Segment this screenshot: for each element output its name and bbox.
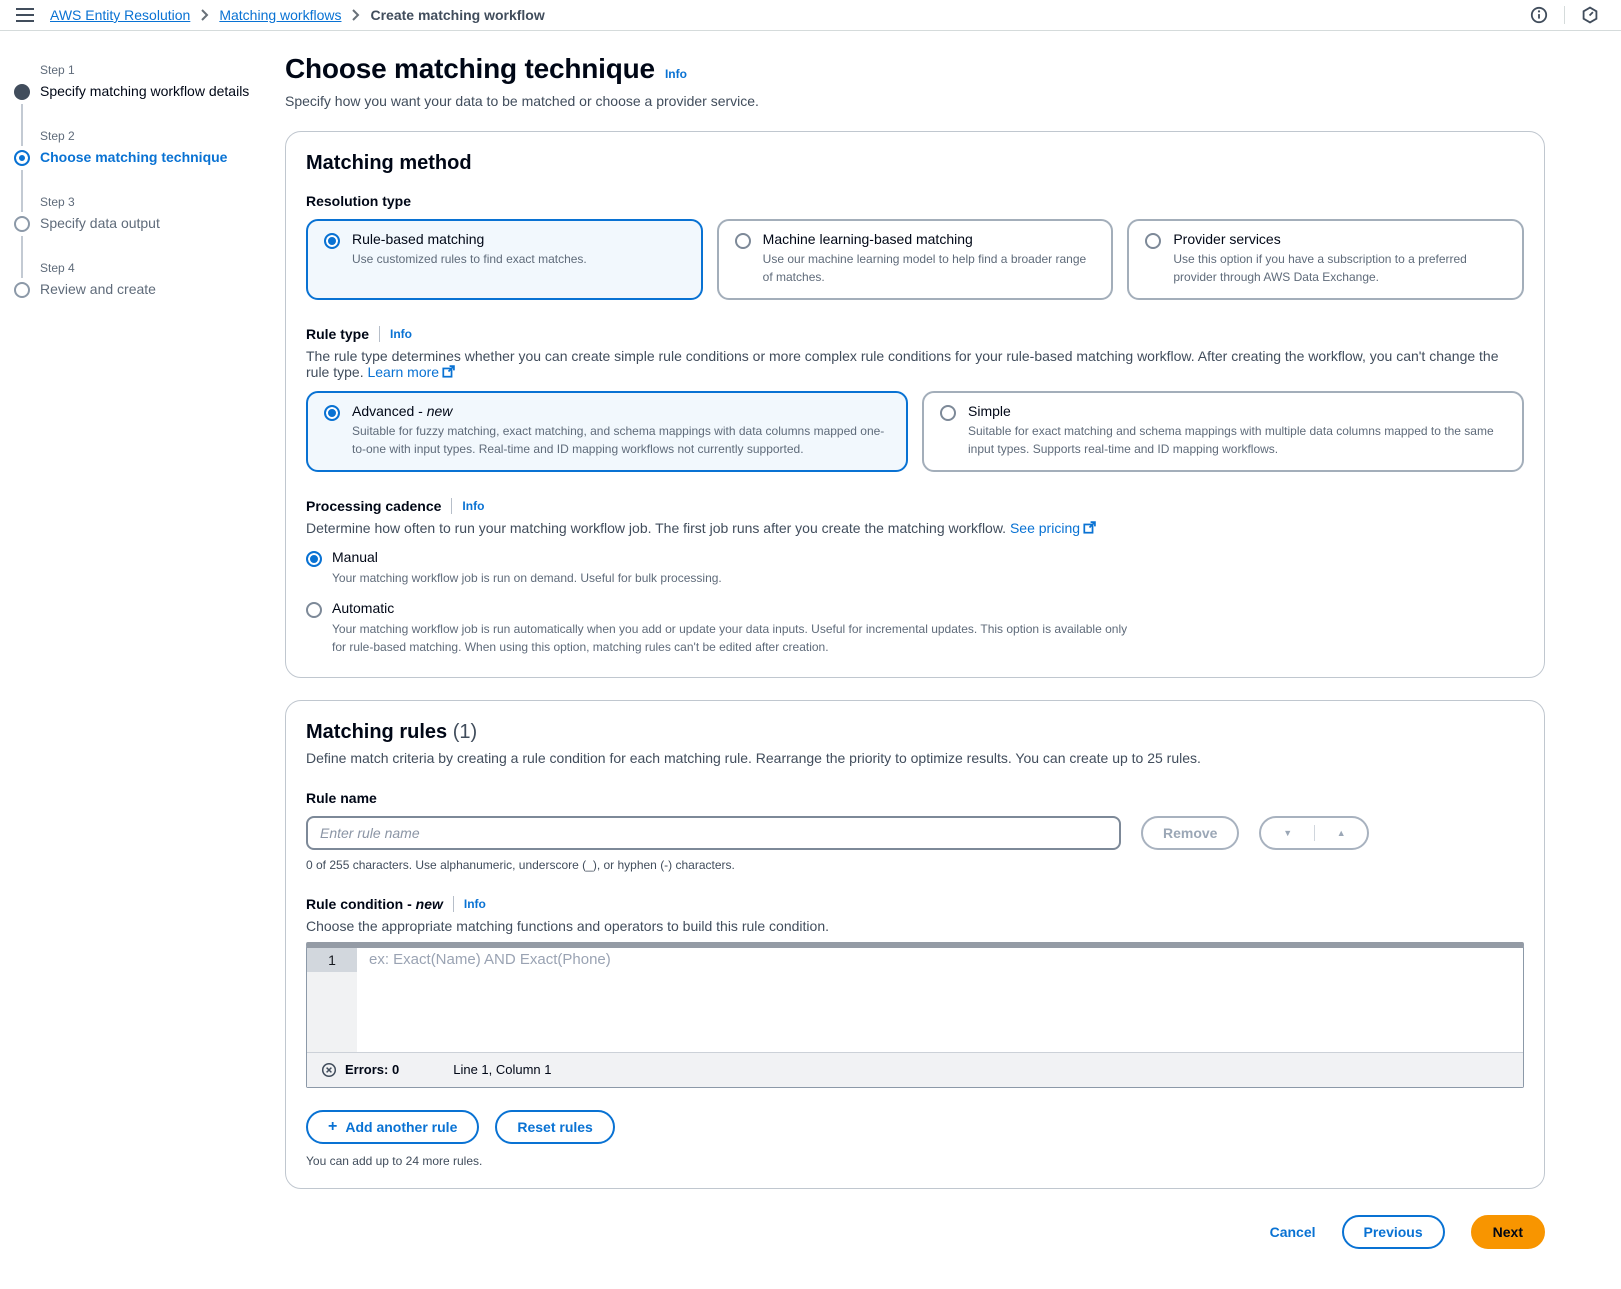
wizard-steps-sidebar — [14, 53, 285, 1289]
tile-rule-type-advanced[interactable] — [306, 391, 908, 472]
tile-provider-services[interactable] — [1127, 219, 1524, 300]
matching-rules-count: (1) — [452, 720, 478, 743]
step-todo-icon — [14, 216, 30, 232]
main-content — [285, 53, 1545, 1289]
tile-title: Advanced - — [352, 403, 427, 419]
label-divider — [451, 498, 452, 514]
add-another-rule-button[interactable] — [306, 1110, 479, 1144]
tile-description: Suitable for exact matching and schema mappings with multiple data columns mapped to the same input types. Supports real-time and ID mapping workflows. — [968, 424, 1494, 456]
rule-name-input[interactable] — [306, 816, 1121, 850]
tile-title: Machine learning-based matching — [762, 231, 973, 247]
tile-description: Use this option if you have a subscription to a preferred provider through AWS Data Exchange. — [1173, 252, 1467, 284]
matching-method-card — [285, 131, 1545, 678]
processing-cadence-label: Processing cadence — [306, 498, 442, 514]
step-todo-icon — [14, 282, 30, 298]
step-item-3 — [14, 195, 285, 261]
topbar-actions — [1530, 6, 1599, 24]
step-number: Step 4 — [40, 261, 75, 275]
cancel-button[interactable]: Cancel — [1269, 1223, 1316, 1240]
step-active-icon — [14, 150, 30, 166]
breadcrumb-link-matching-workflows[interactable]: Matching workflows — [219, 7, 342, 23]
step-label-choose-technique: Choose matching technique — [40, 149, 228, 165]
rule-type-label: Rule type — [306, 326, 370, 342]
editor-gutter — [307, 948, 357, 1052]
matching-rules-card — [285, 700, 1545, 1189]
breadcrumb-chevron-icon — [351, 8, 360, 22]
move-down-icon[interactable]: ▼ — [1283, 827, 1293, 838]
breadcrumb-current: Create matching workflow — [370, 7, 545, 23]
rules-remaining-note: You can add up to 24 more rules. — [306, 1153, 483, 1168]
rule-condition-description: Choose the appropriate matching functions and operators to build this rule condition. — [306, 917, 829, 934]
step-number: Step 2 — [40, 129, 75, 143]
wizard-footer-actions — [285, 1215, 1545, 1249]
cadence-option-automatic[interactable] — [306, 600, 1524, 657]
option-description: Your matching workflow job is run automatically when you add or update your data inputs. Useful for incremental updates. This option is available only for rule-based matching. When using this option, matching rules can't be edited after creation. — [332, 621, 1128, 655]
plus-icon: + — [328, 1117, 338, 1135]
rule-condition-info-link[interactable]: Info — [463, 896, 486, 911]
rule-type-description: The rule type determines whether you can create simple rule conditions or more complex rule conditions for your rule-based matching workflow. After creating the workflow, you can't change the rule type. — [306, 348, 1499, 380]
option-title: Automatic — [332, 599, 395, 616]
resolution-type-label: Resolution type — [306, 193, 412, 209]
hexagon-clock-icon[interactable] — [1581, 6, 1599, 24]
tile-title: Provider services — [1173, 231, 1281, 247]
step-label-review-create: Review and create — [40, 281, 156, 297]
step-done-icon — [14, 84, 30, 100]
step-number: Step 1 — [40, 63, 75, 77]
processing-cadence-info-link[interactable]: Info — [462, 499, 485, 513]
rule-priority-stepper[interactable] — [1259, 816, 1369, 850]
rule-type-info-link[interactable]: Info — [390, 327, 413, 341]
rule-name-constraint-text: 0 of 255 characters. Use alphanumeric, underscore (_), or hyphen (-) characters. — [306, 857, 735, 872]
label-divider — [379, 326, 380, 342]
page-subtitle: Specify how you want your data to be matched or choose a provider service. — [285, 93, 759, 109]
page-title-info-link[interactable]: Info — [664, 67, 687, 81]
reset-rules-button[interactable]: Reset rules — [495, 1110, 614, 1144]
step-label-specify-output: Specify data output — [40, 215, 160, 231]
breadcrumb-link-entity-resolution[interactable]: AWS Entity Resolution — [50, 7, 191, 23]
rule-condition-code-editor — [306, 942, 1524, 1088]
errors-label: Errors: — [345, 1062, 389, 1078]
errors-icon — [321, 1062, 337, 1078]
remove-rule-button[interactable]: Remove — [1141, 816, 1239, 850]
tile-title: Simple — [968, 403, 1011, 419]
tile-rule-based-matching[interactable] — [306, 219, 703, 300]
tile-rule-type-simple[interactable] — [922, 391, 1524, 472]
editor-line-number: 1 — [307, 948, 357, 972]
radio-selected-icon[interactable] — [324, 233, 340, 249]
step-item-1[interactable] — [14, 63, 285, 129]
previous-button[interactable]: Previous — [1342, 1215, 1445, 1249]
add-another-rule-label: Add another rule — [345, 1118, 458, 1135]
step-label-specify-details[interactable]: Specify matching workflow details — [40, 83, 250, 99]
topbar-divider — [1564, 6, 1565, 24]
step-item-4 — [14, 261, 285, 327]
step-item-2 — [14, 129, 285, 195]
next-button[interactable]: Next — [1471, 1215, 1545, 1249]
tile-description: Use our machine learning model to help find a broader range of matches. — [762, 252, 1087, 284]
tile-description: Use customized rules to find exact matches. — [352, 252, 587, 266]
editor-status-bar — [307, 1052, 1523, 1087]
tile-ml-based-matching[interactable] — [717, 219, 1114, 300]
radio-unselected-icon[interactable] — [735, 233, 751, 249]
tile-title: Rule-based matching — [352, 231, 485, 247]
option-title: Manual — [332, 549, 378, 565]
rule-condition-new-tag: new — [415, 895, 443, 912]
tile-title-new-tag: new — [426, 403, 453, 419]
radio-selected-icon[interactable] — [306, 551, 322, 567]
radio-unselected-icon[interactable] — [1145, 233, 1161, 249]
see-pricing-link[interactable]: See pricing — [1009, 520, 1081, 536]
processing-cadence-description: Determine how often to run your matching workflow job. The first job runs after you create the matching workflow. — [306, 520, 1007, 536]
rule-name-label: Rule name — [306, 789, 377, 806]
hamburger-menu-icon[interactable] — [16, 8, 34, 22]
radio-unselected-icon[interactable] — [306, 602, 322, 618]
breadcrumb — [50, 7, 545, 23]
radio-unselected-icon[interactable] — [940, 405, 956, 421]
label-divider — [453, 896, 454, 912]
cursor-position: Line 1, Column 1 — [453, 1062, 552, 1078]
errors-count: 0 — [391, 1062, 400, 1078]
page-title: Choose matching technique — [285, 53, 655, 84]
radio-selected-icon[interactable] — [324, 405, 340, 421]
step-number: Step 3 — [40, 195, 75, 209]
top-navigation-bar — [0, 0, 1621, 31]
learn-more-link[interactable]: Learn more — [367, 364, 440, 380]
info-icon[interactable] — [1530, 6, 1548, 24]
editor-input-area[interactable]: ex: Exact(Name) AND Exact(Phone) — [369, 950, 611, 968]
breadcrumb-chevron-icon — [200, 8, 209, 22]
option-description: Your matching workflow job is run on demand. Useful for bulk processing. — [332, 571, 722, 585]
tile-description: Suitable for fuzzy matching, exact matching, and schema mappings with data columns mapped one-to-one with input types. Real-time and ID mapping workflows not currently supported. — [352, 424, 885, 456]
external-link-icon — [1083, 521, 1096, 537]
move-up-icon[interactable]: ▲ — [1336, 827, 1346, 838]
external-link-icon — [442, 365, 455, 381]
matching-method-title: Matching method — [306, 152, 472, 174]
cadence-option-manual[interactable] — [306, 549, 1524, 588]
matching-rules-description: Define match criteria by creating a rule condition for each matching rule. Rearrange the priority to optimize results. You can create up to 25 rules. — [306, 749, 1201, 766]
matching-rules-title: Matching rules — [306, 720, 448, 743]
rule-condition-label: Rule condition - — [306, 895, 416, 912]
